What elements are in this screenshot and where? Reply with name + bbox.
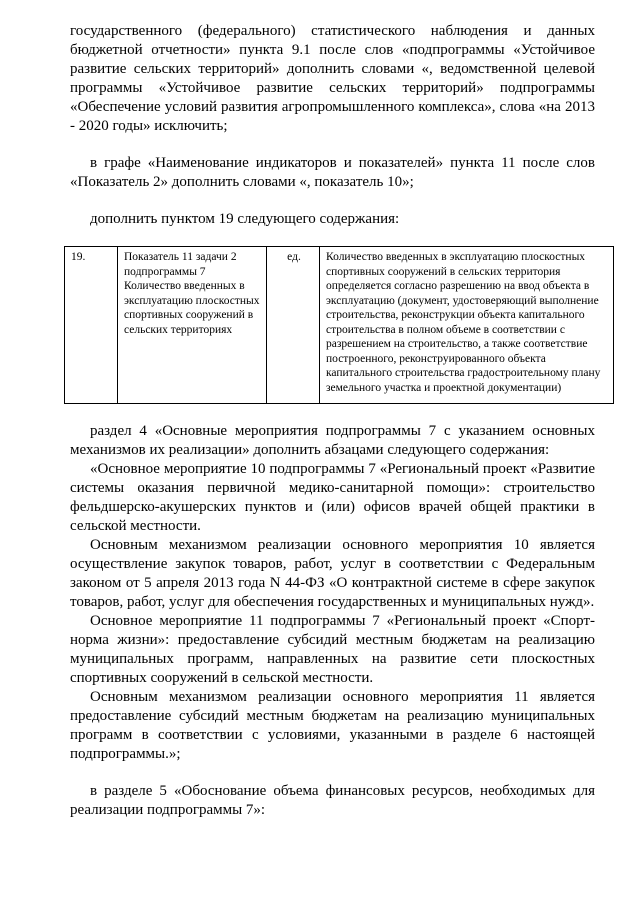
table-cell-indicator-name: Показатель 11 задачи 2 подпрограммы 7 Количество введенных в эксплуатацию плоскостных спортивных сооружений в сельских территориях <box>118 247 267 404</box>
paragraph-amendment-9-1: государственного (федерального) статистического наблюдения и данных бюджетной отчетности» пункта 9.1 после слов «подпрограммы «Устойчивое развитие сельских территорий» дополнить словами «, ведомственной целевой программы «Устойчивое развитие сельских территорий» подпрограммы «Обеспечение условий развития агропромышленного комплекса», слова «на 2013 - 2020 годы» исключить; <box>70 23 595 134</box>
table-cell-description: Количество введенных в эксплуатацию плоскостных спортивных сооружений в сельских территория определяется согласно разрешению на ввод объекта в эксплуатацию (документ, удостоверяющий выполнение строительства, реконструкции объекта капитального строительства в полном объеме в соответствии с разрешением на строительство, а также соответствие построенного, реконструированного объекта капитального строительства градостроительному плану земельного участка и проектной документации) <box>320 247 614 404</box>
paragraph-section-5: в разделе 5 «Обоснование объема финансовых ресурсов, необходимых для реализации подпрограммы 7»: <box>70 783 595 818</box>
paragraph-mechanism-10: Основным механизмом реализации основного мероприятия 10 является осуществление закупок товаров, работ, услуг в соответствии с Федеральным законом от 5 апреля 2013 года N 44-ФЗ «О контрактной системе в сфере закупок товаров, работ, услуг для обеспечения государственных и муниципальных нужд». <box>70 537 595 610</box>
paragraph-amendment-11: в графе «Наименование индикаторов и показателей» пункта 11 после слов «Показатель 2» дополнить словами «, показатель 10»; <box>70 155 595 190</box>
paragraph-mechanism-11: Основным механизмом реализации основного мероприятия 11 является предоставление субсидий местным бюджетам на реализацию муниципальных программ в соответствии с условиями, указанными в разделе 6 настоящей подпрограммы.»; <box>70 689 595 762</box>
table-row <box>65 247 614 404</box>
paragraph-add-item-19: дополнить пунктом 19 следующего содержания: <box>90 211 400 227</box>
paragraph-section-4: раздел 4 «Основные мероприятия подпрограммы 7 с указанием основных механизмов их реализации» дополнить абзацами следующего содержания: <box>70 423 595 458</box>
indicator-table <box>64 246 614 404</box>
document-page <box>70 22 601 820</box>
table-cell-number: 19. <box>65 247 118 404</box>
paragraph-measure-11: Основное мероприятие 11 подпрограммы 7 «Региональный проект «Спорт-норма жизни»: предоставление субсидий местным бюджетам на реализацию муниципальных программ, направленных на развитие сети плоскостных спортивных сооружений в сельской местности. <box>70 613 595 686</box>
paragraph-measure-10: «Основное мероприятие 10 подпрограммы 7 «Региональный проект «Развитие системы оказания первичной медико-санитарной помощи»: строительство фельдшерско-акушерских пунктов и (или) офисов врачей общей практики в сельской местности. <box>70 461 595 534</box>
table-cell-unit: ед. <box>267 247 320 404</box>
